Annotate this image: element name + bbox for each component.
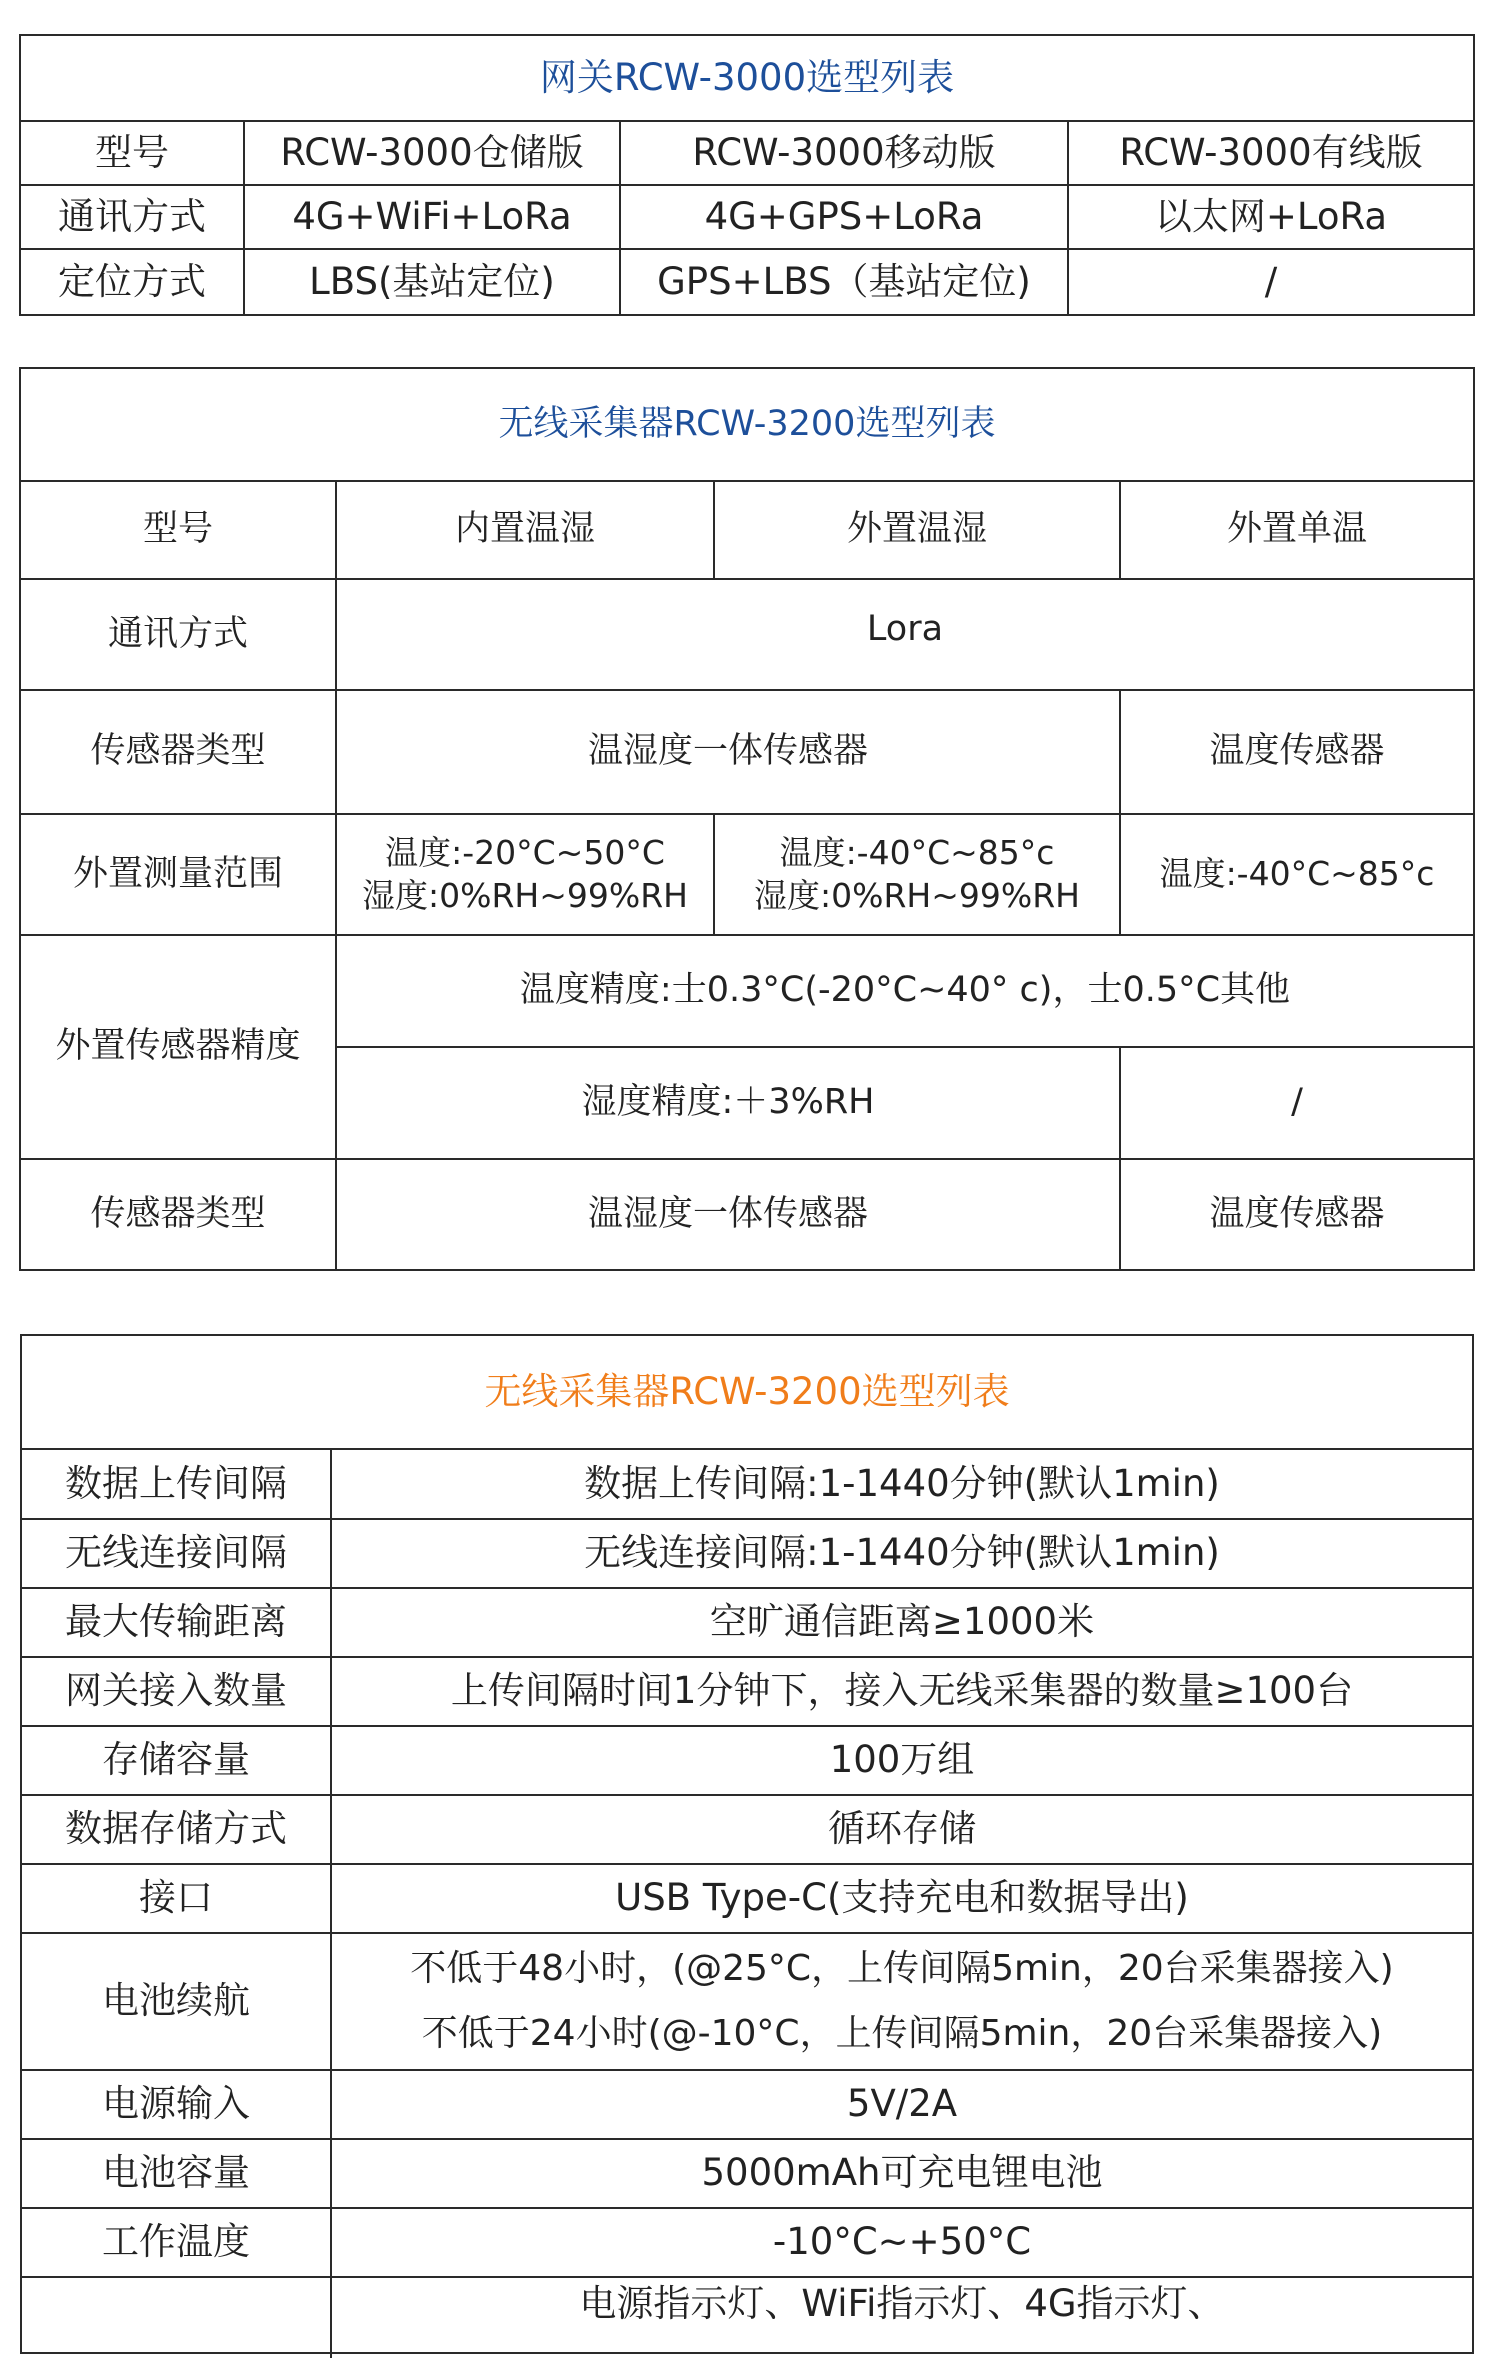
spec-storage-capacity-value: 100万组: [829, 1738, 975, 1782]
collector-header-external: 外置温湿: [846, 509, 987, 550]
spec-max-distance-value: 空旷通信距离≥1000米: [709, 1600, 1095, 1644]
gateway-header-mobile: RCW-3000移动版: [692, 130, 996, 174]
battery-life-line-1: 不低于48小时，(@25°C，上传间隔5min，20台采集器接入): [410, 1947, 1394, 1989]
spec-indicator-value: 电源指示灯、WiFi指示灯、4G指示灯、: [579, 2282, 1225, 2325]
spec-interface-label: 接口: [139, 1876, 213, 1920]
spec-working-temp-value: -10°C~+50°C: [772, 2220, 1032, 2264]
range-external-temp: 温度:-40°C~85°c: [779, 832, 1055, 872]
spec-battery-capacity-label: 电池容量: [102, 2151, 250, 2195]
gateway-header-storage: RCW-3000仓储版: [280, 130, 584, 174]
collector-range-external: [715, 815, 1119, 934]
gateway-comm-wired: 以太网+LoRa: [1154, 194, 1388, 238]
spec-power-input-label: 电源输入: [102, 2082, 250, 2126]
spec-indicator-label: [22, 2278, 330, 2338]
collector-precision-label: 外置传感器精度: [55, 1026, 301, 1067]
spec-max-distance-label: 最大传输距离: [65, 1600, 287, 1644]
spec-gateway-capacity-value: 上传间隔时间1分钟下，接入无线采集器的数量≥100台: [450, 1669, 1354, 1713]
collector-sensor-label: 传感器类型: [90, 731, 266, 772]
collector-precision-hum: 湿度精度:＋3%RH: [581, 1082, 875, 1123]
collector-table-title: 无线采集器RCW-3200选型列表: [498, 403, 996, 444]
gateway-location-storage: LBS(基站定位): [309, 259, 555, 303]
collector-header-model: 型号: [142, 509, 213, 550]
spec-wireless-interval-value: 无线连接间隔:1-1440分钟(默认1min): [584, 1531, 1220, 1575]
collector-sensor2-combined: 温湿度一体传感器: [587, 1193, 868, 1234]
gateway-comm-label: 通讯方式: [58, 194, 206, 238]
spec-storage-mode-label: 数据存储方式: [65, 1807, 287, 1851]
spec-storage-mode-value: 循环存储: [828, 1807, 976, 1851]
collector-precision-temp: 温度精度:士0.3°C(-20°C~40° c)，士0.5°C其他: [519, 970, 1291, 1011]
gateway-location-mobile: GPS+LBS（基站定位): [657, 259, 1031, 303]
collector-range-label: 外置测量范围: [72, 853, 283, 894]
spec-upload-interval-value: 数据上传间隔:1-1440分钟(默认1min): [584, 1461, 1220, 1505]
specs-table-title: 无线采集器RCW-3200选型列表: [484, 1369, 1010, 1413]
gateway-table-title: 网关RCW-3000选型列表: [539, 55, 955, 99]
gateway-header-model: 型号: [95, 130, 169, 174]
range-external-hum: 湿度:0%RH~99%RH: [754, 875, 1080, 915]
range-internal-hum: 湿度:0%RH~99%RH: [362, 875, 688, 915]
battery-life-line-2: 不低于24小时(@-10°C，上传间隔5min，20台采集器接入): [421, 2012, 1383, 2054]
gateway-table: [19, 34, 1475, 316]
collector-range-external-temp: 温度:-40°C~85°c: [1159, 854, 1435, 894]
collector-precision-hum-na: /: [1291, 1082, 1303, 1123]
spec-battery-capacity-value: 5000mAh可充电锂电池: [701, 2151, 1103, 2195]
spec-battery-life-value: [332, 1934, 1472, 2069]
spec-storage-capacity-label: 存储容量: [102, 1738, 250, 1782]
gateway-header-wired: RCW-3000有线版: [1119, 130, 1423, 174]
collector-header-external-temp: 外置单温: [1226, 509, 1367, 550]
gateway-location-label: 定位方式: [58, 259, 206, 303]
gateway-comm-storage: 4G+WiFi+LoRa: [292, 194, 572, 238]
spec-wireless-interval-label: 无线连接间隔: [65, 1531, 287, 1575]
specs-table: [20, 1334, 1474, 2354]
collector-sensor-combined: 温湿度一体传感器: [587, 731, 868, 772]
range-internal-temp: 温度:-20°C~50°C: [385, 832, 665, 872]
collector-range-internal: [337, 815, 713, 934]
collector-table: [19, 367, 1475, 1271]
spec-battery-life-label: 电池续航: [102, 1979, 250, 2023]
spec-interface-value: USB Type-C(支持充电和数据导出): [615, 1876, 1189, 1920]
spec-gateway-capacity-label: 网关接入数量: [65, 1669, 287, 1713]
collector-sensor2-temp: 温度传感器: [1209, 1193, 1385, 1234]
collector-comm-label: 通讯方式: [107, 613, 248, 654]
spec-upload-interval-label: 数据上传间隔: [65, 1461, 287, 1505]
gateway-location-wired: /: [1264, 259, 1278, 303]
collector-sensor2-label: 传感器类型: [90, 1193, 266, 1234]
collector-header-internal: 内置温湿: [454, 509, 595, 550]
collector-comm-value: Lora: [866, 608, 944, 649]
spec-working-temp-label: 工作温度: [102, 2220, 250, 2264]
spec-power-input-value: 5V/2A: [846, 2082, 958, 2126]
collector-sensor-temp: 温度传感器: [1209, 731, 1385, 772]
gateway-comm-mobile: 4G+GPS+LoRa: [704, 194, 984, 238]
